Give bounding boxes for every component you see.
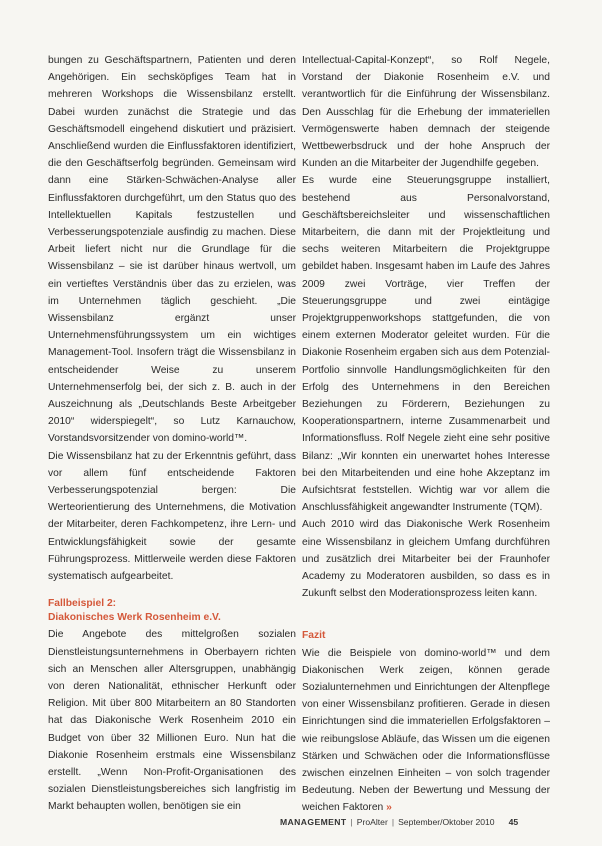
body-paragraph: bungen zu Geschäftspartnern, Patienten und deren Angehörigen. Ein sechsköpfiges Team hat in mehreren Workshops die Wissensbilanz erstellt. Dabei wurden zunächst die Strategie und das Geschäftsmodell eingehend diskutiert und präzisiert. Anschließend wurden die Einflussfaktoren identifiziert, die den Geschäftserfolg begründen. Gemeinsam wird dann eine Stärken-Schwächen-Analyse aller Einflussfaktoren durchgeführt, um den Status quo des Intellektuellen Kapitals festzustellen und Verbesserungspotenziale ausfindig zu machen. Diese Arbeit liefert nicht nur die Grundlage für die Wissensbilanz – sie ist darüber hinaus wertvoll, um ein vertieftes Verständnis über das zu erzielen, was im Unternehmen täglich geschieht. „Die Wissensbilanz ergänzt unser Unternehmensführungssystem um ein wichtiges Management-Tool. Insofern trägt die Wissensbilanz in entscheidender Weise zu unserem Unternehmenserfolg bei, der sich z. B. auch in der Auszeichnung als „Deutschlands Beste Arbeitgeber 2010“ widerspiegelt“, so Lutz Karnauchow, Vorstandsvorsitzender von domino-world™. [48,55,296,445]
conclusion-text: Wie die Beispiele von domino-world™ und dem Diakonischen Werk zeigen, können gerade Sozialunternehmen und Einrichtungen der Altenpflege von einer Wissensbilanz profitieren. Gerade in diesen Einrichtungen sind die immateriellen Erfolgsfaktoren – wie reibungslose Abläufe, das Wissen um die eigenen Stärken und Schwächen oder die Informationsflüsse zwischen einzelnen Einheiten – von solch tragender Bedeutung. Neben der Bewertung und Messung der weichen Faktoren [302,647,550,814]
left-column [48,52,296,816]
body-paragraph: Intellectual-Capital-Konzept“, so Rolf Negele, Vorstand der Diakonie Rosenheim e.V. und verantwortlich für die Einführung der Wissensbilanz. Den Ausschlag für die Erhebung der immateriellen Vermögenswerte haben demnach der steigende Wettbewerbsdruck und der hohe Anspruch der Kunden an die Mitarbeiter der Jugendhilfe gegeben. [302,55,550,170]
case-study-heading: Fallbeispiel 2: [48,598,117,610]
conclusion-heading: Fazit [302,629,326,641]
footer-separator: | [350,817,353,827]
body-paragraph: Auch 2010 wird das Diakonische Werk Rosenheim eine Wissensbilanz in gleichem Umfang durchführen und zusätzlich drei Mitarbeiter bei der Fraunhofer Academy zu Moderatoren ausbilden, so dass es in Zukunft selbst den Moderationsprozess leiten kann. [302,519,550,600]
body-paragraph [302,645,550,817]
body-paragraph: Die Wissensbilanz hat zu der Erkenntnis geführt, dass vor allem fünf entscheidende Faktoren Verbesserungspotenzial bergen: Die Werteorientierung des Unternehmens, die Motivation der Mitarbeiter, deren Fachkompetenz, ihre Lern- und Entwicklungsfähigkeit sowie der gesamte Führungsprozess. Mittlerweile werden diese Faktoren systematisch aufgearbeitet. [48,450,296,583]
continue-arrow-icon: » [386,802,392,814]
footer-issue: September/Oktober 2010 [398,817,495,827]
case-study-subheading: Diakonisches Werk Rosenheim e.V. [48,612,221,624]
body-paragraph: Die Angebote des mittelgroßen sozialen Dienstleistungsunternehmens in Oberbayern richten sich an Menschen aller Altersgruppen, unabhängig von deren Nationalität, ethnischer Herkunft oder Religion. Mit über 800 Mitarbeitern an 80 Standorten hat das Diakonische Werk Rosenheim 2010 ein Budget von über 32 Millionen Euro. Nun hat die Diakonie Rosenheim erstmals eine Wissensbilanz erstellt. „Wenn Non-Profit-Organisationen des sozialen Dienstleistungsbereiches sich langfristig im Markt behaupten wollen, benötigen sie ein [48,629,296,813]
page-number: 45 [508,817,519,827]
footer-separator: | [391,817,395,827]
right-column [302,52,550,817]
footer-section-name: MANAGEMENT [280,817,347,827]
page-footer [280,816,570,828]
body-paragraph: Es wurde eine Steuerungsgruppe installiert, bestehend aus Personalvorstand, Geschäftsbereichsleiter und wissenschaftlichen Mitarbeitern, die dann mit der Projektleitung und sechs weiteren Mitarbeitern die Projektgruppe gebildet haben. Insgesamt haben im Laufe des Jahres 2009 zwei Vorträge, vier Treffen der Steuerungsgruppe und zwei eintägige Projektgruppenworkshops stattgefunden, die von einem externen Moderator geleitet wurden. Für die Diakonie Rosenheim ergaben sich aus dem Potenzial-Portfolio sinnvolle Handlungsmöglichkeiten für den Erfolg des Unternehmens in den Bereichen Beziehungen zu Förderern, Beziehungen zu Kooperationspartnern, interne Zusammenarbeit und Informationsfluss. Rolf Negele zieht eine sehr positive Bilanz: „Wir konnten ein unerwartet hohes Interesse bei den Mitarbeitenden und eine hohe Akzeptanz im Aufsichtsrat feststellen. Wichtig war vor allem die Anschlussfähigkeit angewandter Instrumente (TQM). [302,175,550,514]
footer-magazine-name: ProAlter [356,817,388,827]
